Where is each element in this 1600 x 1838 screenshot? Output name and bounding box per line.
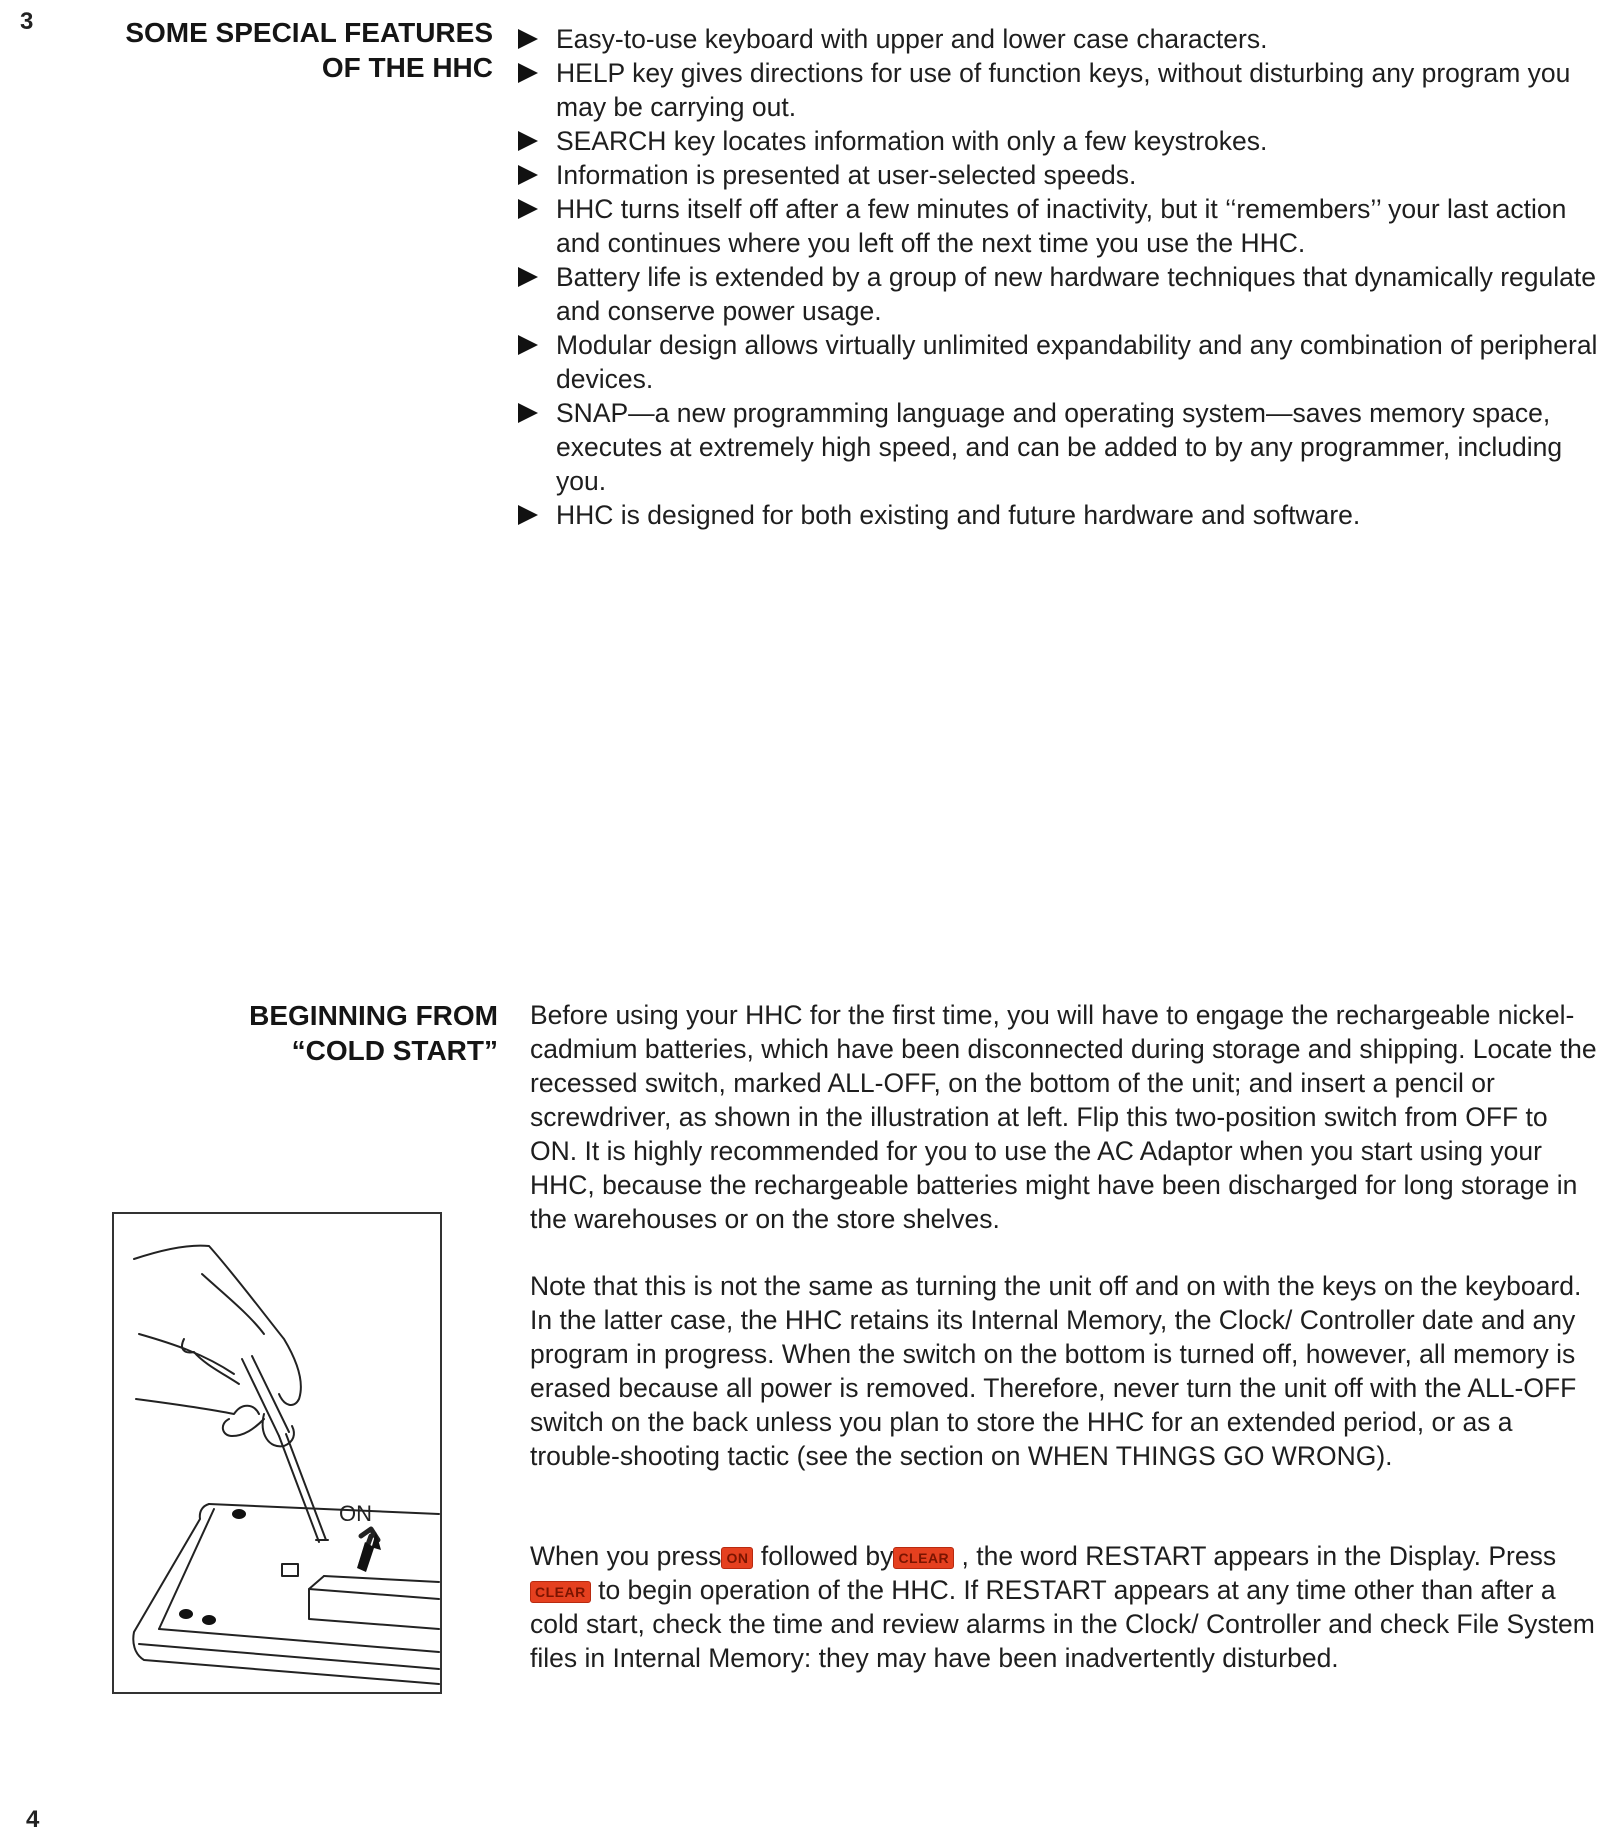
feature-text: SEARCH key locates information with only a few keystrokes. <box>556 126 1268 156</box>
triangle-bullet-icon <box>518 199 538 219</box>
feature-item <box>518 56 1600 124</box>
feature-text: SNAP—a new programming language and operating system—saves memory space, executes at extremely high speed, and can be added to by any programmer, including you. <box>556 398 1563 496</box>
page-number-top: 3 <box>20 8 34 35</box>
feature-text: HHC is designed for both existing and future hardware and software. <box>556 500 1361 530</box>
on-key-icon: ON <box>721 1547 753 1569</box>
feature-text: Information is presented at user-selected speeds. <box>556 160 1137 190</box>
triangle-bullet-icon <box>518 267 538 287</box>
feature-text: Modular design allows virtually unlimited expandability and any combination of peripheral devices. <box>556 330 1598 394</box>
cold-start-body <box>530 998 1600 1675</box>
heading-line-2: “COLD START” <box>291 1035 498 1066</box>
feature-item <box>518 158 1600 192</box>
hand-screwdriver-icon <box>114 1214 440 1692</box>
feature-list <box>518 22 1600 532</box>
clear-key-icon: CLEAR <box>893 1547 954 1569</box>
triangle-bullet-icon <box>518 505 538 525</box>
feature-text: HHC turns itself off after a few minutes of inactivity, but it ‘‘remembers’’ your last action and continues where you left off the next time you use the HHC. <box>556 194 1567 258</box>
clear-key-icon: CLEAR <box>530 1581 591 1603</box>
triangle-bullet-icon <box>518 29 538 49</box>
on-label: ON <box>339 1501 372 1526</box>
feature-item <box>518 124 1600 158</box>
triangle-bullet-icon <box>518 63 538 83</box>
feature-item <box>518 192 1600 260</box>
paragraph-restart <box>530 1539 1600 1675</box>
feature-item <box>518 498 1600 532</box>
triangle-bullet-icon <box>518 403 538 423</box>
text-fragment: to begin operation of the HHC. If RESTART appears at any time other than after a cold start, check the time and review alarms in the Clock/ Controller and check File System files in Internal Memory: they may have been inadvertently disturbed. <box>530 1575 1595 1673</box>
heading-line-1: BEGINNING FROM <box>249 1000 498 1031</box>
triangle-bullet-icon <box>518 165 538 185</box>
heading-line-2: OF THE HHC <box>321 52 493 83</box>
feature-text: Easy-to-use keyboard with upper and lower case characters. <box>556 24 1268 54</box>
paragraph-batteries: Before using your HHC for the first time, you will have to engage the rechargeable nickel-cadmium batteries, which have been disconnected during storage and shipping. Locate the recessed switch, marked ALL-OFF, on the bottom of the unit; and insert a pencil or screwdriver, as shown in the illustration at left. Flip this two-position switch from OFF to ON. It is highly recommended for you to use the AC Adaptor when you start using your HHC, because the rechargeable batteries might have been discharged for long storage in the warehouses or on the store shelves. <box>530 1000 1597 1234</box>
text-fragment: followed by <box>753 1541 894 1571</box>
feature-item <box>518 22 1600 56</box>
text-fragment: , the word RESTART appears in the Display. Press <box>954 1541 1557 1571</box>
feature-item <box>518 396 1600 498</box>
section-heading-cold-start <box>249 998 498 1068</box>
screwdriver-switch-illustration <box>112 1212 442 1694</box>
feature-text: Battery life is extended by a group of new hardware techniques that dynamically regulate and conserve power usage. <box>556 262 1596 326</box>
section-heading-special-features <box>125 15 493 85</box>
triangle-bullet-icon <box>518 335 538 355</box>
triangle-bullet-icon <box>518 131 538 151</box>
feature-item <box>518 260 1600 328</box>
page-number-bottom: 4 <box>26 1806 40 1833</box>
text-fragment: When you press <box>530 1541 722 1571</box>
heading-line-1: SOME SPECIAL FEATURES <box>125 17 493 48</box>
feature-text: HELP key gives directions for use of function keys, without disturbing any program you may be carrying out. <box>556 58 1571 122</box>
feature-item <box>518 328 1600 396</box>
paragraph-note: Note that this is not the same as turning the unit off and on with the keys on the keyboard. In the latter case, the HHC retains its Internal Memory, the Clock/ Controller date and any program in progress. When the switch on the bottom is turned off, however, all memory is erased because all power is removed. Therefore, never turn the unit off with the ALL-OFF switch on the back unless you plan to store the HHC for an extended period, or as a trouble-shooting tactic (see the section on WHEN THINGS GO WRONG). <box>530 1271 1582 1471</box>
